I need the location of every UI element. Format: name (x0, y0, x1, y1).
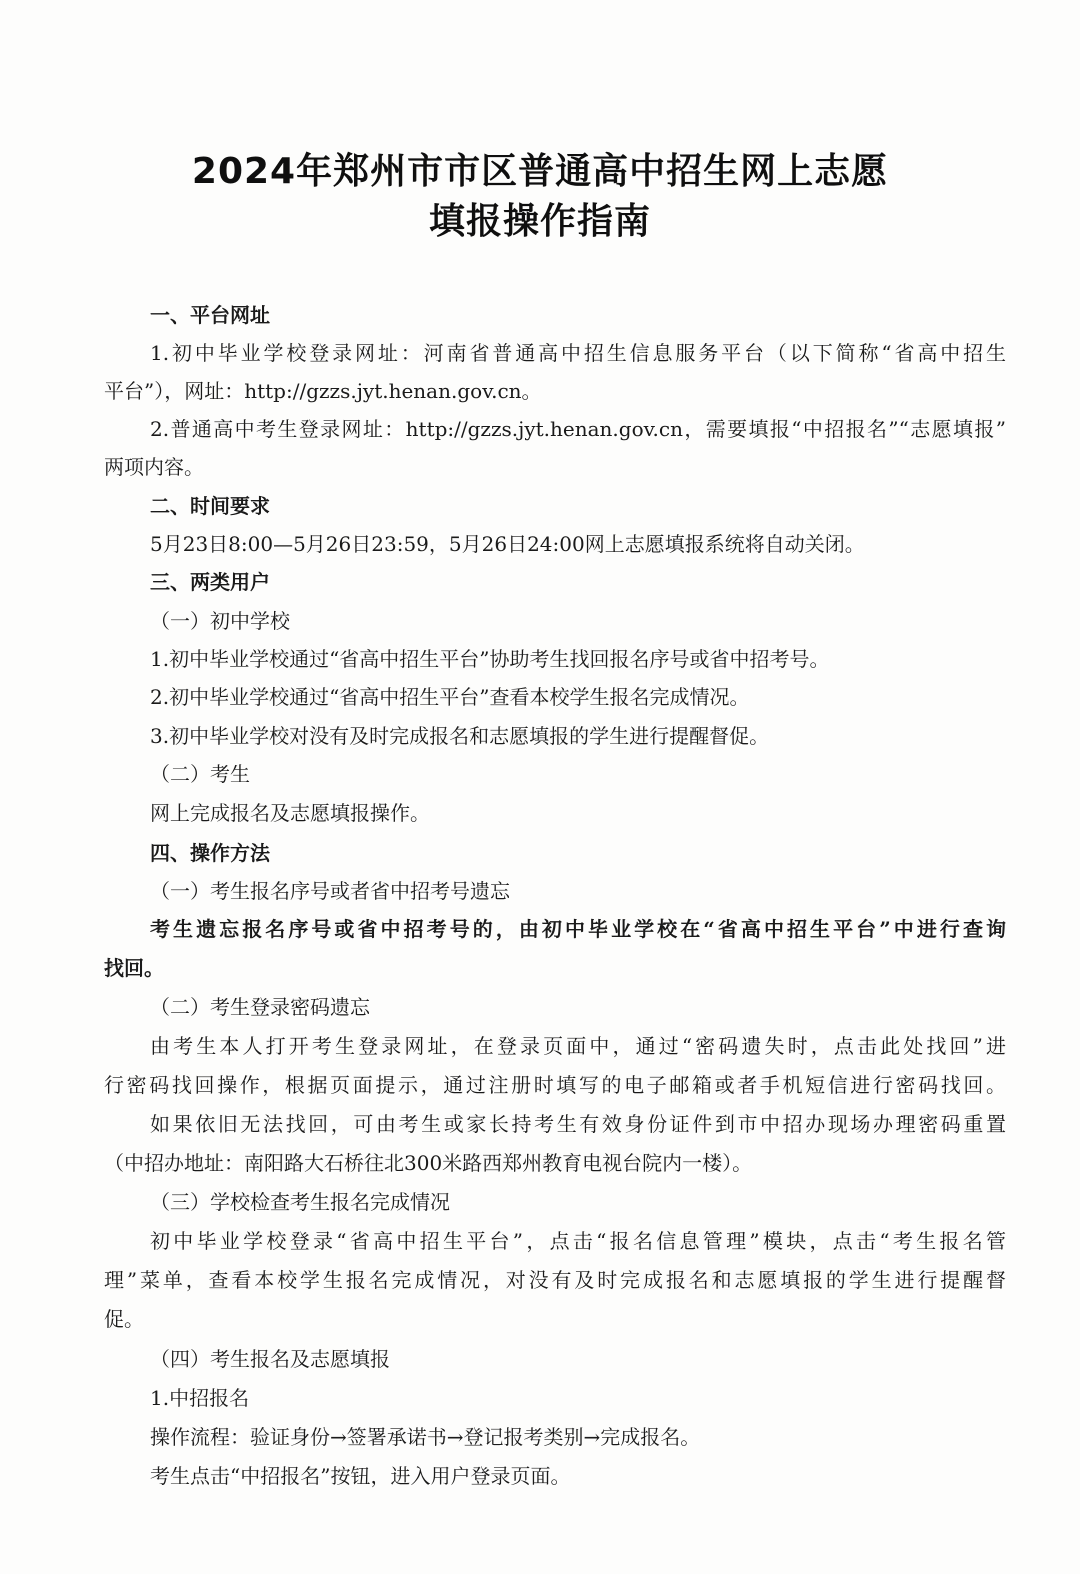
subsection-heading: （一）初中学校 (150, 609, 290, 633)
paragraph-line: 平台”），网址：http://gzzs.jyt.henan.gov.cn。 (104, 379, 542, 403)
paragraph-line: 1.初中毕业学校通过“省高中招生平台”协助考生找回报名序号或省中招考号。 (150, 647, 830, 671)
section-heading-methods: 四、操作方法 (150, 841, 270, 865)
paragraph-line: 如果依旧无法找回，可由考生或家长持考生有效身份证件到市中招办现场办理密码重置 (150, 1112, 1006, 1136)
paragraph-line: 3.初中毕业学校对没有及时完成报名和志愿填报的学生进行提醒督促。 (150, 724, 770, 748)
paragraph-line: 1.初中毕业学校登录网址：河南省普通高中招生信息服务平台（以下简称“省高中招生 (150, 341, 1006, 365)
subsection-heading: （二）考生登录密码遗忘 (150, 995, 370, 1019)
subsection-heading: （四）考生报名及志愿填报 (150, 1347, 390, 1371)
paragraph-line: 2.初中毕业学校通过“省高中招生平台”查看本校学生报名完成情况。 (150, 685, 750, 709)
paragraph-line: 操作流程：验证身份→签署承诺书→登记报考类别→完成报名。 (150, 1425, 701, 1449)
paragraph-line: 由考生本人打开考生登录网址，在登录页面中，通过“密码遗失时，点击此处找回”进 (150, 1034, 1006, 1058)
subsection-heading: （二）考生 (150, 762, 250, 786)
paragraph-line: 初中毕业学校登录“省高中招生平台”，点击“报名信息管理”模块，点击“考生报名管 (150, 1229, 1006, 1253)
document-title-line-2: 填报操作指南 (428, 201, 651, 242)
paragraph-line: 考生点击“中招报名”按钮，进入用户登录页面。 (150, 1464, 571, 1488)
paragraph-line: 行密码找回操作，根据页面提示，通过注册时填写的电子邮箱或者手机短信进行密码找回。 (104, 1073, 1006, 1097)
paragraph-line: 促。 (104, 1307, 144, 1331)
subsection-heading: （三）学校检查考生报名完成情况 (150, 1190, 450, 1214)
paragraph-line: 找回。 (104, 956, 164, 980)
paragraph-line: （中招办地址：南阳路大石桥往北300米路西郑州教育电视台院内一楼）。 (104, 1151, 753, 1175)
paragraph-line: 2.普通高中考生登录网址：http://gzzs.jyt.henan.gov.cn，需要填报“中招报名”“志愿填报” (150, 417, 1006, 441)
paragraph-line: 两项内容。 (104, 455, 204, 479)
paragraph-line: 理”菜单，查看本校学生报名完成情况，对没有及时完成报名和志愿填报的学生进行提醒督 (104, 1268, 1006, 1292)
section-heading-user-types: 三、两类用户 (150, 570, 270, 594)
section-heading-platform-url: 一、平台网址 (150, 303, 270, 327)
subsection-heading: （一）考生报名序号或者省中招考号遗忘 (150, 879, 510, 903)
paragraph-line: 1.中招报名 (150, 1386, 250, 1410)
paragraph-line: 考生遗忘报名序号或省中招考号的，由初中毕业学校在“省高中招生平台”中进行查询 (150, 917, 1006, 941)
document-title-line-1: 2024年郑州市市区普通高中招生网上志愿 (191, 151, 889, 192)
paragraph-line: 5月23日8:00—5月26日23:59，5月26日24:00网上志愿填报系统将自动关闭。 (150, 532, 865, 556)
paragraph-line: 网上完成报名及志愿填报操作。 (150, 801, 430, 825)
section-heading-time: 二、时间要求 (150, 494, 270, 518)
